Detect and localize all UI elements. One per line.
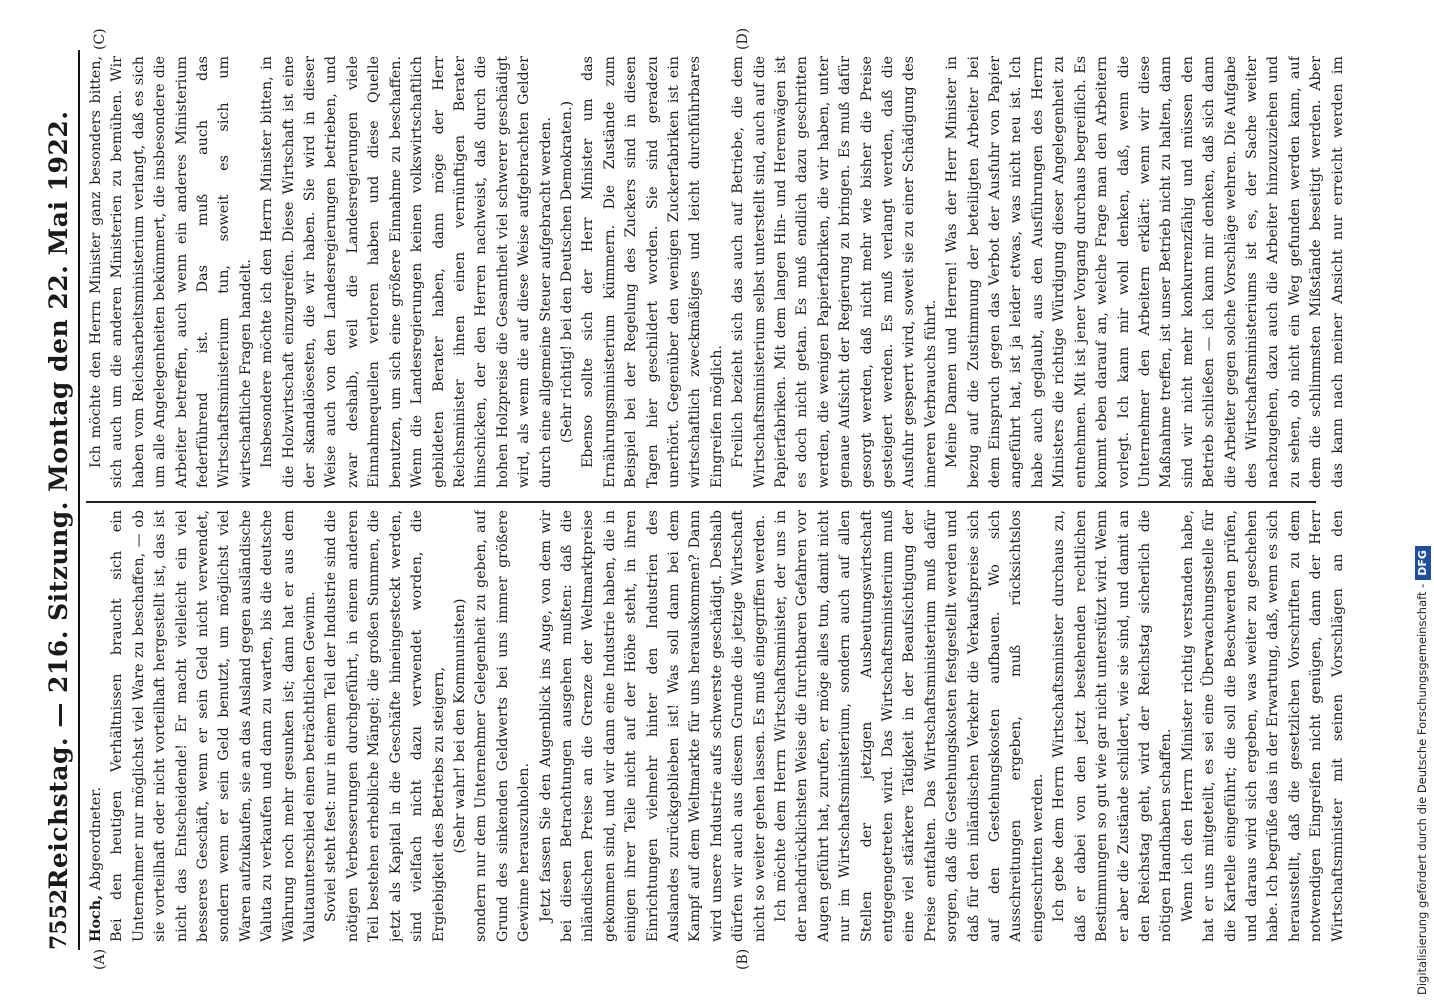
paragraph: Ich gebe dem Herrn Wirtschaftsminister durchaus zu, daß er dabei von den jetzt bestehenden rechtlichen Bestimmungen so gut wie gar nicht unterstützt wird. Wenn er aber die Zustände schildert, wie sie sind, und damit an den Reichstag geht, wird der Reichstag sicherlich die nötigen Handhaben schaffen. xyxy=(1051,510,1175,942)
paragraph: Ich möchte den Herrn Minister ganz besonders bitten, sich auch um die anderen Ministerien zu bemühen. Wir haben vom Reichsarbeitsministerium verlangt, daß es sich um alle Angelegenheiten bekümmert, die insbesondere die Arbeiter betreffen, auch wenn ein anderes Ministerium federführend ist. Das muß auch das Wirtschaftsministerium tun, soweit es sich um wirtschaftliche Fragen handelt. xyxy=(88,56,254,488)
right-text-column xyxy=(86,56,1346,488)
credit-text: Digitalisierung gefördert durch die Deutsche Forschungsgemeinschaft - xyxy=(1415,583,1429,995)
speaker-role: Abgeordneter. xyxy=(88,786,104,895)
column-divider xyxy=(86,501,1316,503)
page-header xyxy=(40,50,80,950)
paragraph: Ich möchte dem Herrn Wirtschaftsminister, der uns in der nachdrücklichsten Weise die furchtbaren Gefahren vor Augen geführt hat, zurufen, er möge alles tun, damit nicht nur im Wirtschaftsministerium, sondern auch auf allen Stellen der jetzigen Ausbeutungswirtschaft entgegengetreten wird. Das Wirtschaftsministerium muß eine viel stärkere Tätigkeit in der Beaufsichtigung der Preise entfalten. Das Wirtschaftsministerium muß dafür sorgen, daß die Gestehungskosten festgestellt werden und daß für den inländischen Verkehr die Verkaufspreise sich auf den Gestehungskosten aufbauen. Wo sich Ausschreitungen ergeben, muß rücksichtslos eingeschritten werden. xyxy=(773,510,1046,942)
paragraph: Meine Damen und Herren! Was der Herr Minister in bezug auf die Zustimmung der beteiligten Arbeiter bei dem Einspruch gegen das Verbot der Ausfuhr von Papier angeführt hat, ist ja leider etwas, was nicht neu ist. Ich habe auch geglaubt, aus den Ausführungen des Herrn Ministers die richtige Würdigung dieser Angelegenheit zu entnehmen. Mit ist jener Vorgang durchaus begreiflich. Es kommt eben darauf an, welche Frage man den Arbeitern vorlegt. Ich kann mir wohl denken, daß, wenn die Unternehmer den Arbeitern erklärt: wenn wir diese Maßnahme treffen, ist unser Betrieb nicht zu halten, dann sind wir nicht mehr konkurrenzfähig und müssen den Betrieb schließen — ich kann mir denken, daß sich dann die Arbeiter gegen solche Vorschläge wehren. Die Aufgabe des Wirtschaftsministeriums ist es, der Sache weiter nachzugehen, dazu auch die Arbeiter hinzuzuziehen und zu sehen, ob nicht ein Weg gefunden werden kann, auf dem die schlimmsten Mißstände beseitigt werden. Aber das kann nach meiner Ansicht nur erreicht werden im xyxy=(944,56,1346,488)
running-title: Reichstag. — 216. Sitzung. Montag den 22. Mai 1922. xyxy=(44,110,73,890)
speaker-line xyxy=(86,510,107,942)
page-number: 7552 xyxy=(46,888,72,950)
paragraph: Ebenso sollte sich der Herr Minister um das Ernährungsministerium kümmern. Die Zustände zum Beispiel bei der Regelung des Zuckers sind in diesen Tagen hier geschildert worden. Sie sind geradezu unerhört. Gegenüber den wenigen Zuckerfabriken ist ein wirtschaftlich zweckmäßiges und leicht durchführbares Eingreifen möglich. xyxy=(580,56,725,488)
paragraph: Jetzt fassen Sie den Augenblick ins Auge, von dem wir bei diesen Betrachtungen ausgehen mußten: daß die inländischen Preise an die Grenze der Weltmarktpreise gekommen sind, und wir dann eine Industrie haben, die in einigen ihrer Teile nicht auf der Höhe steht, in ihren Einrichtungen vielmehr hinter den Industrien des Auslandes zurückgeblieben ist! Was soll dann bei dem Kampf auf dem Weltmarkte für uns herauskommen? Dann wird unsere Industrie aufs schwerste geschädigt. Deshalb dürfen wir auch aus diesem Grunde die jetzige Wirtschaft nicht so weiter gehen lassen. Es muß eingegriffen werden. xyxy=(537,510,768,942)
paragraph: Soviel steht fest: nur in einem Teil der Industrie sind die nötigen Verbesserungen durchgeführt, in einem anderen Teil bestehen erhebliche Mängel; die großen Summen, die jetzt als Kapital in die Geschäfte hineingesteckt werden, sind vielfach nicht dazu verwendet worden, die Ergiebigkeit des Betriebs zu steigern, xyxy=(323,510,447,942)
margin-marker-b: (B) xyxy=(735,948,751,970)
margin-marker-d: (D) xyxy=(735,27,751,50)
margin-marker-c: (C) xyxy=(92,28,108,50)
interjection: (Sehr wahr! bei den Kommunisten) xyxy=(451,598,468,854)
paragraph: Freilich bezieht sich das auch auf Betriebe, die dem Wirtschaftsministerium selbst unterstellt sind, auch auf die Papierfabriken. Mit dem langen Hin- und Herenwägen ist es doch nicht getan. Es muß endlich dazu geschritten werden, die wenigen Papierfabriken, die wir haben, unter genaue Aufsicht der Regierung zu bringen. Es muß dafür gesorgt werden, daß nicht mehr wie bisher die Preise gesteigert werden. Es muß verlangt werden, daß die Ausfuhr gesperrt wird, soweit sie zu einer Schädigung des inneren Verbrauchs führt. xyxy=(730,56,939,488)
paragraph: sondern nur dem Unternehmer Gelegenheit zu geben, auf Grund des sinkenden Geldwerts bei uns immer größere Gewinne herauszuholen. xyxy=(473,510,533,942)
digitization-credit xyxy=(1412,5,1432,995)
paragraph: Insbesondere möchte ich den Herrn Minister bitten, in die Holzwirtschaft einzugreifen. Diese Wirtschaft ist eine der skandalösesten, die wir haben. Sie wird in dieser Weise auch von den Landesregierungen betrieben, und zwar deshalb, weil die Landesregierungen viele Einnahmequellen verloren haben und diese Quelle benutzen, um sich eine größere Einnahme zu beschaffen. Wenn die Landesregierungen keinen volkswirtschaftlich gebildeten Berater haben, dann möge der Herr Reichsminister ihnen einen vernünftigen Berater hinschicken, der den Herren nachweist, daß durch die hohen Holzpreise die Gesamtheit viel schwerer geschädigt wird, als wenn die auf diese Weise aufgebrachten Gelder durch eine allgemeine Steuer aufgebracht werden. xyxy=(259,56,554,488)
dfg-logo: DFG xyxy=(1415,546,1431,580)
paragraph: Bei den heutigen Verhältnissen braucht sich ein Unternehmer nur möglichst viel Ware zu beschaffen, — ob sie vorteilhaft oder nicht vorteilhaft hergestellt ist, das ist nicht das Entscheidende! Er macht vielleicht ein viel besseres Geschäft, wenn er sein Geld nicht verwendet, sondern wenn er sein Geld benutzt, um möglichst viel Waren aufzukaufen, sie an das Ausland gegen ausländische Valuta zu verkaufen und dann zu warten, bis die deutsche Währung noch mehr gesunken ist; dann hat er aus dem Valutaunterschied einen beträchtlichen Gewinn. xyxy=(109,510,319,942)
margin-marker-a: (A) xyxy=(92,948,108,970)
left-text-column xyxy=(86,510,1346,942)
interjection: (Sehr richtig! bei den Deutschen Demokraten.) xyxy=(558,100,575,444)
paragraph: Wenn ich den Herrn Minister richtig verstanden habe, hat er uns mitgeteilt, es sei eine Überwachungsstelle für die Kartelle eingeführt; die soll die Beschwerden prüfen, und daraus wird sich ergeben, was weiter zu geschehen habe. Ich begrüße das in der Erwartung, daß, wenn es sich herausstellt, daß die gesetzlichen Vorschriften zu dem notwendigen Eingreifen nicht genügen, dann der Herr Wirtschaftsminister mit seinen Vorschlägen an den xyxy=(1179,510,1346,942)
speaker-name: Hoch, xyxy=(88,894,104,942)
